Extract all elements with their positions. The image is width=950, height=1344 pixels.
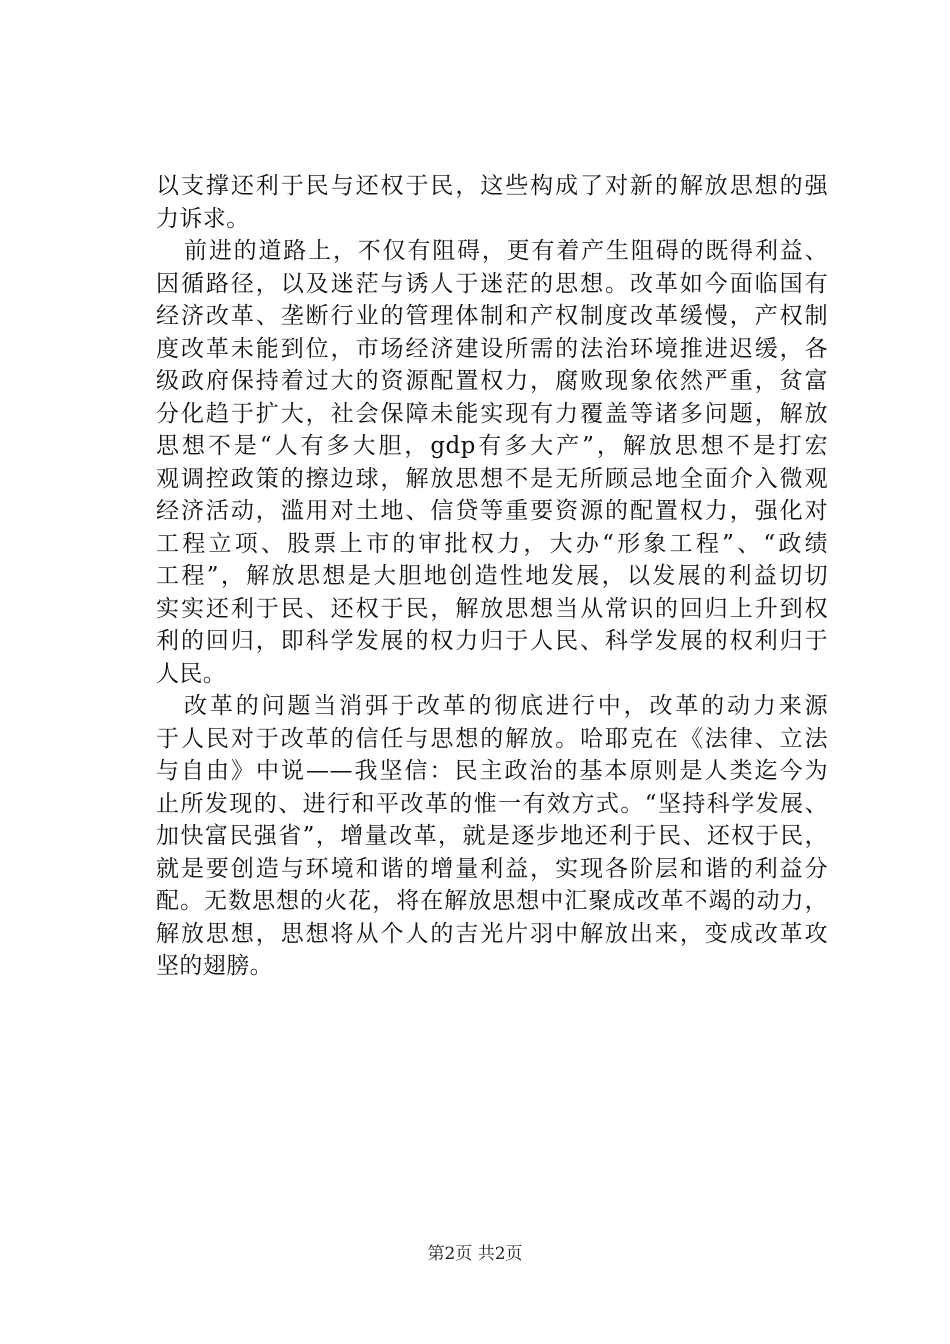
text-line: 改革的问题当消弭于改革的彻底进行中，改革的动力来源 — [184, 693, 828, 719]
text-line: 级政府保持着过大的资源配置权力，腐败现象依然严重，贫富 — [156, 368, 828, 394]
text-line: 工程立项、股票上市的审批权力，大办“形象工程”、“政绩 — [156, 530, 828, 557]
document-body — [156, 170, 828, 983]
text-line: 分化趋于扩大，社会保障未能实现有力覆盖等诸多问题，解放 — [156, 400, 828, 427]
text-line: 就是要创造与环境和谐的增量利益，实现各阶层和谐的利益分 — [156, 855, 828, 882]
text-line: 工程”，解放思想是大胆地创造性地发展，以发展的利益切切 — [156, 563, 828, 589]
text-line: 实实还利于民、还权于民，解放思想当从常识的回归上升到权 — [156, 595, 828, 622]
text-line: 思想不是“人有多大胆，gdp有多大产”，解放思想不是打宏 — [156, 433, 828, 459]
text-line: 利的回归，即科学发展的权力归于人民、科学发展的权利归于 — [156, 628, 828, 654]
text-line: 度改革未能到位，市场经济建设所需的法治环境推进迟缓，各 — [156, 335, 828, 362]
page-number-footer: 第2页 共2页 — [427, 1244, 523, 1264]
text-line: 加快富民强省”，增量改革，就是逐步地还利于民、还权于民， — [156, 823, 828, 849]
text-line: 解放思想，思想将从个人的吉光片羽中解放出来，变成改革攻 — [156, 920, 828, 947]
text-line: 经济活动，滥用对土地、信贷等重要资源的配置权力，强化对 — [156, 498, 828, 524]
text-line: 于人民对于改革的信任与思想的解放。哈耶克在《法律、立法 — [156, 725, 828, 752]
text-line: 经济改革、垄断行业的管理体制和产权制度改革缓慢，产权制 — [156, 303, 828, 329]
text-line: 以支撑还利于民与还权于民，这些构成了对新的解放思想的强 — [156, 173, 828, 199]
text-line: 观调控政策的擦边球，解放思想不是无所顾忌地全面介入微观 — [156, 465, 828, 492]
text-line: 止所发现的、进行和平改革的惟一有效方式。“坚持科学发展、 — [156, 790, 828, 817]
text-line: 力诉求。 — [156, 205, 250, 232]
text-line: 与自由》中说——我坚信：民主政治的基本原则是人类迄今为 — [156, 758, 828, 784]
text-line: 坚的翅膀。 — [156, 953, 273, 979]
text-line: 前进的道路上，不仅有阻碍，更有着产生阻碍的既得利益、 — [184, 238, 828, 264]
text-line: 人民。 — [156, 660, 227, 687]
text-line: 配。无数思想的火花，将在解放思想中汇聚成改革不竭的动力， — [156, 888, 828, 914]
text-line: 因循路径，以及迷茫与诱人于迷茫的思想。改革如今面临国有 — [156, 270, 828, 297]
